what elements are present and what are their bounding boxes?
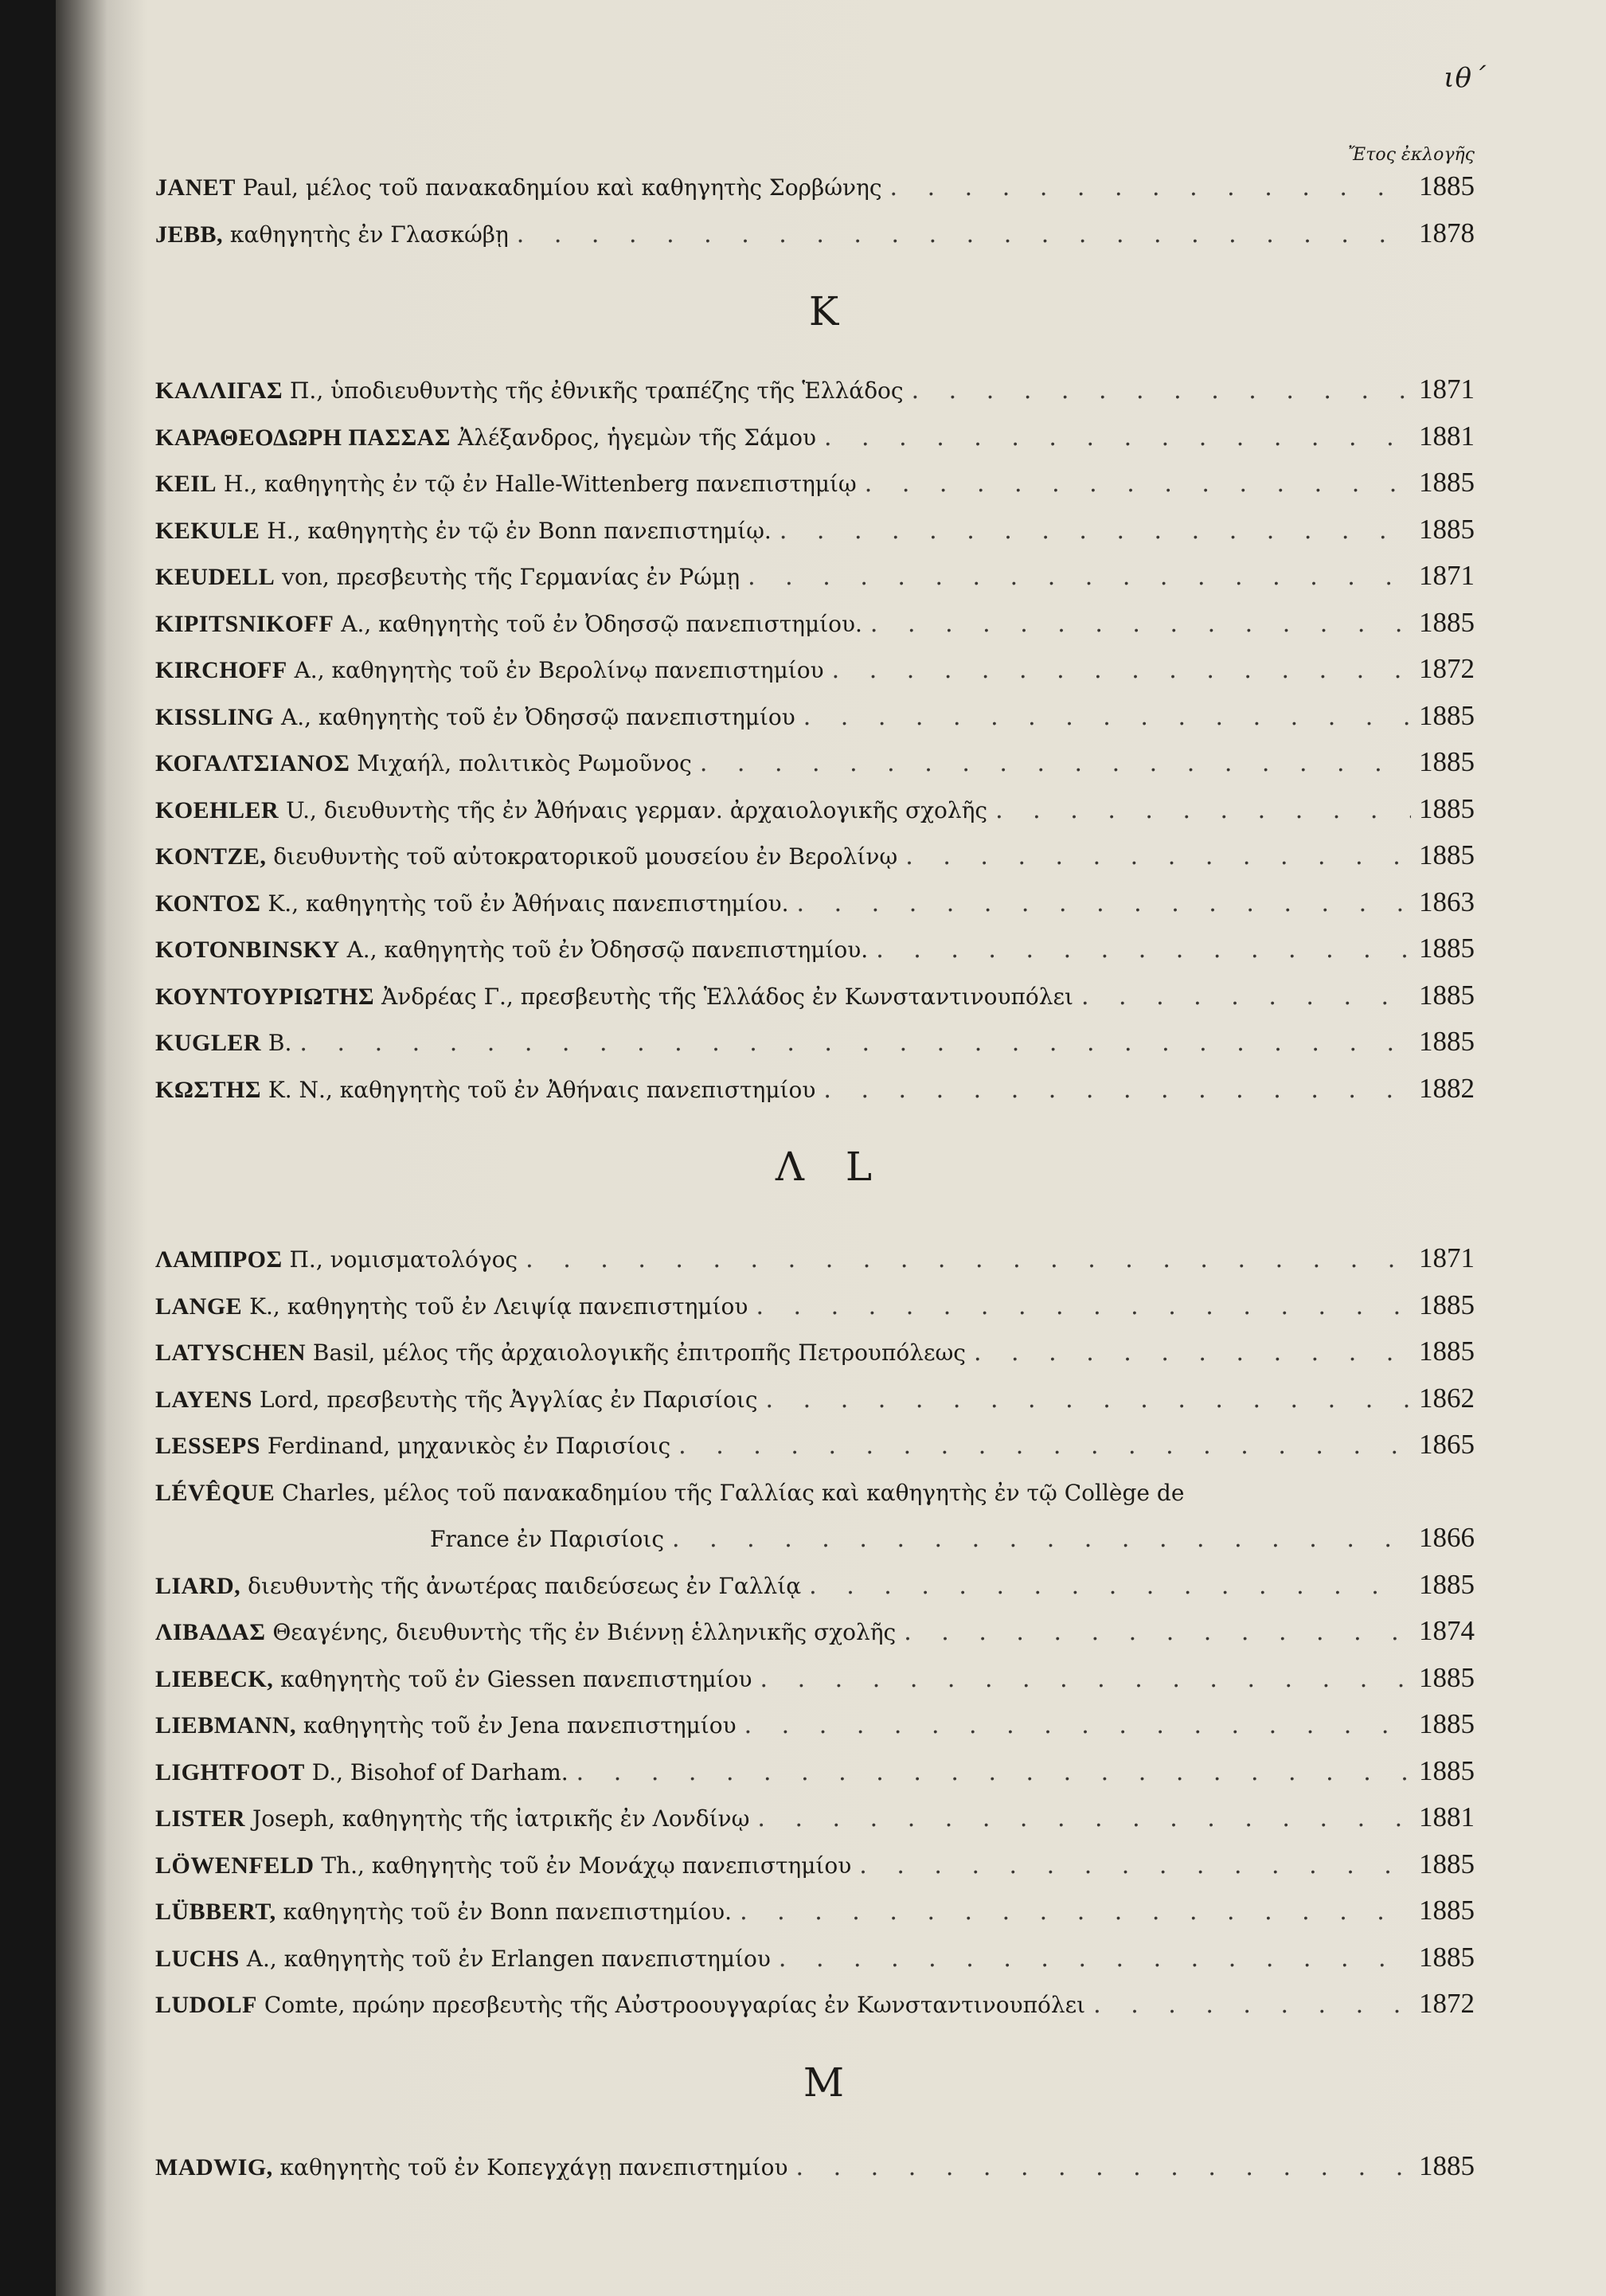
dot-leader [576, 1750, 1411, 1795]
entry-text [155, 1019, 291, 1066]
entry-text [155, 1887, 732, 1934]
member-description: Ferdinand, μηχανικὸς ἐν Παρισίοις [260, 1433, 671, 1459]
list-item [155, 1282, 1475, 1329]
list-item [155, 413, 1475, 460]
entry-text [155, 460, 857, 507]
member-surname: LIARD, [155, 1572, 241, 1599]
member-description: K., καθηγητὴς τοῦ ἐν Λειψίᾳ πανεπιστημίου [242, 1293, 748, 1320]
dot-leader [904, 1610, 1411, 1655]
dot-leader [744, 1703, 1411, 1748]
election-year: 1885 [1419, 839, 1475, 870]
dot-leader [760, 1656, 1411, 1702]
list-item [155, 1019, 1475, 1066]
list-item [155, 1794, 1475, 1841]
member-surname: LAYENS [155, 1386, 252, 1413]
election-year: 1885 [1419, 1026, 1475, 1057]
entry-text [155, 507, 772, 553]
entry-text [155, 163, 882, 210]
list-item [155, 1655, 1475, 1702]
member-surname: LESSEPS [155, 1433, 260, 1459]
election-year: 1881 [1419, 420, 1475, 452]
dot-leader [803, 694, 1411, 740]
member-surname: JEBB, [155, 221, 224, 248]
member-surname: LISTER [155, 1805, 246, 1832]
member-surname: ΚΟΥΝΤΟΥΡΙΩΤΗΣ [155, 983, 375, 1010]
election-year: 1885 [1419, 792, 1475, 824]
entry-text [155, 1608, 896, 1655]
member-description: A., καθηγητὴς τοῦ ἐν Ὀδησσῷ πανεπιστημίου [274, 703, 795, 730]
entry-text [155, 413, 816, 460]
entry-text [155, 879, 789, 926]
section-letter-heading: K [808, 288, 854, 334]
member-surname: KEUDELL [155, 564, 275, 590]
entry-text [155, 1515, 664, 1562]
member-surname: KIPITSNIKOFF [155, 610, 334, 637]
list-item [155, 1422, 1475, 1469]
list-item [155, 1701, 1475, 1748]
member-description: Basil, μέλος τῆς ἀρχαιολογικῆς ἐπιτροπῆς Πετρουπόλεως [305, 1340, 966, 1366]
member-surname: LÉVÊQUE [155, 1479, 275, 1506]
member-surname: KEIL [155, 471, 217, 497]
election-year: 1878 [1419, 217, 1475, 248]
election-year: 1871 [1419, 560, 1475, 591]
election-year: 1885 [1419, 1895, 1475, 1926]
member-description: A., καθηγητὴς τοῦ ἐν Ὀδησσῷ πανεπιστημίου. [339, 937, 869, 963]
list-item [155, 1934, 1475, 1981]
list-item [155, 972, 1475, 1019]
member-surname: ΛΙΒΑΔΑΣ [155, 1619, 266, 1645]
dot-leader [672, 1516, 1411, 1562]
member-description: U., διευθυντὴς τῆς ἐν Ἀθήναις γερμαν. ἀρχαιολογικῆς σχολῆς [279, 796, 988, 823]
member-surname: LIEBMANN, [155, 1712, 297, 1739]
member-surname: LÖWENFELD [155, 1852, 315, 1879]
entry-text [155, 1422, 670, 1469]
list-item [155, 507, 1475, 553]
entry-text [155, 1748, 569, 1795]
entry-text [155, 1562, 801, 1609]
election-year: 1885 [1419, 1708, 1475, 1739]
list-item [155, 1608, 1475, 1655]
entry-text [155, 1328, 966, 1375]
list-item [155, 925, 1475, 972]
entry-text [155, 1655, 752, 1702]
dot-leader [859, 1843, 1411, 1888]
election-year: 1885 [1419, 699, 1475, 731]
member-surname: ΚΑΡΑΘΕΟΔΩΡΗ ΠΑΣΣΑΣ [155, 424, 451, 451]
list-item [155, 1469, 1475, 1516]
election-year: 1871 [1419, 374, 1475, 405]
list-item [155, 739, 1475, 786]
section-letter-heading: M [803, 2059, 859, 2106]
entry-text [155, 832, 897, 879]
list-item [155, 1981, 1475, 2028]
entry-text [155, 693, 795, 740]
election-year: 1885 [1419, 979, 1475, 1011]
member-description: Ἀλέξανδρος, ἡγεμὼν τῆς Σάμου [451, 424, 816, 451]
entry-text [155, 646, 824, 693]
election-year: 1862 [1419, 1382, 1475, 1414]
section-gap [155, 1112, 1475, 1235]
entry-text [155, 1469, 1184, 1516]
list-item [155, 879, 1475, 926]
entry-text [155, 366, 904, 413]
entry-text [155, 600, 862, 647]
member-description: διευθυντὴς τῆς ἀνωτέρας παιδεύσεως ἐν Γαλλίᾳ [240, 1572, 802, 1599]
election-year: 1885 [1419, 746, 1475, 777]
entry-text [155, 553, 740, 600]
dot-leader [890, 165, 1411, 210]
list-item [155, 1515, 1475, 1562]
entry-text [155, 2143, 788, 2190]
member-surname: LÜBBERT, [155, 1899, 276, 1925]
member-surname: KUGLER [155, 1030, 262, 1056]
entry-text [155, 1981, 1085, 2028]
dot-leader [797, 881, 1412, 926]
membership-list [155, 163, 1475, 2189]
member-description: H., καθηγητὴς ἐν τῷ ἐν Bonn πανεπιστημίῳ. [260, 517, 772, 544]
dot-leader [823, 1067, 1411, 1113]
election-year: 1885 [1419, 1754, 1475, 1786]
member-surname: ΚΟΓΑΛΤΣΙΑΝΟΣ [155, 750, 350, 776]
member-description: A., καθηγητὴς τοῦ ἐν Ὀδησσῷ πανεπιστημίου. [334, 610, 862, 637]
member-description: A., καθηγητὴς τοῦ ἐν Erlangen πανεπιστημίου [239, 1945, 771, 1972]
list-item [155, 163, 1475, 210]
member-surname: ΚΑΛΛΙΓΑΣ [155, 377, 283, 404]
member-description: Charles, μέλος τοῦ πανακαδημίου τῆς Γαλλίας καὶ καθηγητὴς ἐν τῷ Collège de [275, 1479, 1185, 1506]
election-year: 1872 [1419, 1988, 1475, 2019]
election-year: 1866 [1419, 1522, 1475, 1553]
member-surname: ΚΟΝΤΟΣ [155, 890, 261, 917]
member-surname: JANET [155, 174, 236, 201]
member-surname: KEKULE [155, 517, 260, 544]
page-number: ιθ΄ [1444, 62, 1487, 94]
dot-leader [912, 368, 1411, 413]
list-item [155, 1748, 1475, 1795]
entry-text [155, 1375, 758, 1422]
election-year: 1885 [1419, 606, 1475, 638]
entry-text [155, 786, 987, 833]
election-year: 1872 [1419, 653, 1475, 684]
member-description: A., καθηγητὴς τοῦ ἐν Βερολίνῳ πανεπιστημίου [287, 657, 824, 683]
member-description: Paul, μέλος τοῦ πανακαδημίου καὶ καθηγητὴς Σορβώνης [235, 174, 882, 201]
entry-text [155, 1841, 851, 1888]
list-item [155, 366, 1475, 413]
book-binding-edge [0, 0, 56, 2296]
dot-leader [832, 647, 1411, 693]
list-item [155, 1328, 1475, 1375]
election-year: 1885 [1419, 1941, 1475, 1973]
dot-leader [756, 1284, 1411, 1329]
dot-leader [517, 212, 1411, 257]
dot-leader [870, 601, 1411, 647]
list-item [155, 2143, 1475, 2190]
list-item [155, 786, 1475, 833]
dot-leader [779, 1936, 1411, 1981]
dot-leader [766, 1377, 1411, 1422]
member-description: Κ. Ν., καθηγητὴς τοῦ ἐν Ἀθήναις πανεπιστημίου [260, 1076, 816, 1103]
dot-leader [700, 741, 1411, 786]
entry-text [155, 739, 692, 786]
column-header-year: Ἔτος ἐκλογῆς [1348, 145, 1475, 165]
dot-leader [757, 1796, 1411, 1841]
member-description: καθηγητὴς τοῦ ἐν Jena πανεπιστημίου [296, 1712, 737, 1739]
section-gap [155, 256, 1475, 366]
election-year: 1885 [1419, 2149, 1475, 2181]
dot-leader [824, 415, 1411, 460]
member-surname: ΚΩΣΤΗΣ [155, 1076, 261, 1103]
list-item [155, 693, 1475, 740]
list-item [155, 1562, 1475, 1609]
election-year: 1885 [1419, 933, 1475, 964]
election-year: 1885 [1419, 513, 1475, 545]
dot-leader [1081, 974, 1411, 1019]
dot-leader [1093, 1982, 1411, 2028]
member-description: Κ., καθηγητὴς τοῦ ἐν Ἀθήναις πανεπιστημίου. [260, 890, 789, 917]
section-gap [155, 2028, 1475, 2143]
entry-text [155, 210, 509, 257]
member-description: Μιχαήλ, πολιτικὸς Ρωμοῦνος [350, 750, 692, 776]
member-surname: LATYSCHEN [155, 1340, 306, 1366]
list-item [155, 646, 1475, 693]
member-surname: LIGHTFOOT [155, 1758, 305, 1786]
dot-leader [678, 1423, 1411, 1469]
list-item [155, 1066, 1475, 1113]
member-description: Ἀνδρέας Γ., πρεσβευτὴς τῆς Ἑλλάδος ἐν Κωνσταντινουπόλει [374, 983, 1073, 1010]
dot-leader [995, 788, 1411, 833]
list-item [155, 460, 1475, 507]
entry-text [155, 1282, 748, 1329]
election-year: 1885 [1419, 1289, 1475, 1320]
election-year: 1871 [1419, 1242, 1475, 1273]
election-year: 1885 [1419, 1848, 1475, 1879]
member-description: καθηγητὴς τοῦ ἐν Κοπεγχάγῃ πανεπιστημίου [272, 2153, 788, 2181]
dot-leader [974, 1330, 1411, 1375]
list-item [155, 1235, 1475, 1282]
list-item [155, 1887, 1475, 1934]
member-surname: KOTONBINSKY [155, 937, 340, 963]
member-surname: KISSLING [155, 703, 275, 730]
member-surname: ΛΑΜΠΡΟΣ [155, 1246, 283, 1273]
member-surname: LIEBECK, [155, 1665, 274, 1692]
member-description: Comte, πρώην πρεσβευτὴς τῆς Αὐστροουγγαρίας ἐν Κωνσταντινουπόλει [257, 1992, 1086, 2018]
member-description: καθηγητὴς τοῦ ἐν Bonn πανεπιστημίου. [275, 1899, 733, 1925]
member-description: Θεαγένης, διευθυντὴς τῆς ἐν Βιέννῃ ἑλληνικῆς σχολῆς [265, 1619, 897, 1645]
dot-leader [865, 461, 1411, 507]
entry-text [155, 1235, 518, 1282]
member-surname: LANGE [155, 1293, 243, 1320]
member-description: von, πρεσβευτὴς τῆς Γερμανίας ἐν Ρώμῃ [275, 564, 740, 590]
list-item [155, 832, 1475, 879]
entry-text [155, 1934, 771, 1981]
election-year: 1885 [1419, 1336, 1475, 1367]
member-description: καθηγητὴς ἐν Γλασκώβῃ [223, 221, 509, 248]
list-item [155, 1841, 1475, 1888]
member-description: Joseph, καθηγητὴς τῆς ἰατρικῆς ἐν Λονδίνῳ [245, 1805, 750, 1832]
election-year: 1885 [1419, 170, 1475, 201]
election-year: 1874 [1419, 1615, 1475, 1646]
member-surname: KIRCHOFF [155, 657, 287, 683]
section-letter-heading: Λ L [775, 1144, 887, 1190]
election-year: 1885 [1419, 467, 1475, 498]
election-year: 1882 [1419, 1072, 1475, 1104]
election-year: 1885 [1419, 1568, 1475, 1600]
election-year: 1885 [1419, 1661, 1475, 1693]
member-description: France ἐν Παρισίοις [430, 1526, 665, 1552]
member-description: B. [261, 1030, 292, 1056]
entry-text [155, 972, 1073, 1019]
election-year: 1863 [1419, 886, 1475, 917]
dot-leader [809, 1563, 1411, 1609]
member-surname: MADWIG, [155, 2153, 273, 2181]
entry-text [155, 925, 868, 972]
election-year: 1865 [1419, 1429, 1475, 1460]
dot-leader [796, 2145, 1411, 2190]
entry-text [155, 1794, 749, 1841]
member-description: Π., νομισματολόγος [282, 1246, 518, 1273]
member-description: Lord, πρεσβευτὴς τῆς Ἀγγλίας ἐν Παρισίοις [252, 1386, 758, 1413]
list-item [155, 1375, 1475, 1422]
member-surname: LUCHS [155, 1945, 240, 1972]
member-surname: KONTZE, [155, 843, 267, 870]
member-surname: KOEHLER [155, 796, 279, 823]
member-description: Th., καθηγητὴς τοῦ ἐν Μονάχῳ πανεπιστημίου [314, 1852, 852, 1879]
member-description: H., καθηγητὴς ἐν τῷ ἐν Halle-Wittenberg πανεπιστημίῳ [217, 471, 857, 497]
list-item [155, 600, 1475, 647]
member-surname: LUDOLF [155, 1992, 258, 2018]
entry-text [155, 1066, 815, 1113]
member-description: Π., ὑποδιευθυντὴς τῆς ἐθνικῆς τραπέζης τῆς Ἑλλάδος [283, 377, 904, 404]
dot-leader [780, 508, 1411, 553]
dot-leader [876, 927, 1411, 972]
dot-leader [905, 834, 1411, 879]
member-description: διευθυντὴς τοῦ αὐτοκρατορικοῦ μουσείου ἐν Βερολίνῳ [266, 843, 898, 870]
list-item [155, 553, 1475, 600]
dot-leader [740, 1889, 1411, 1934]
member-description: καθηγητὴς τοῦ ἐν Giessen πανεπιστημίου [273, 1665, 752, 1692]
list-item [155, 210, 1475, 257]
election-year: 1881 [1419, 1801, 1475, 1832]
member-description: D., Bisohof of Darham. [304, 1758, 569, 1786]
dot-leader [526, 1237, 1411, 1282]
dot-leader [748, 554, 1411, 600]
dot-leader [299, 1020, 1411, 1066]
entry-text [155, 1701, 737, 1748]
